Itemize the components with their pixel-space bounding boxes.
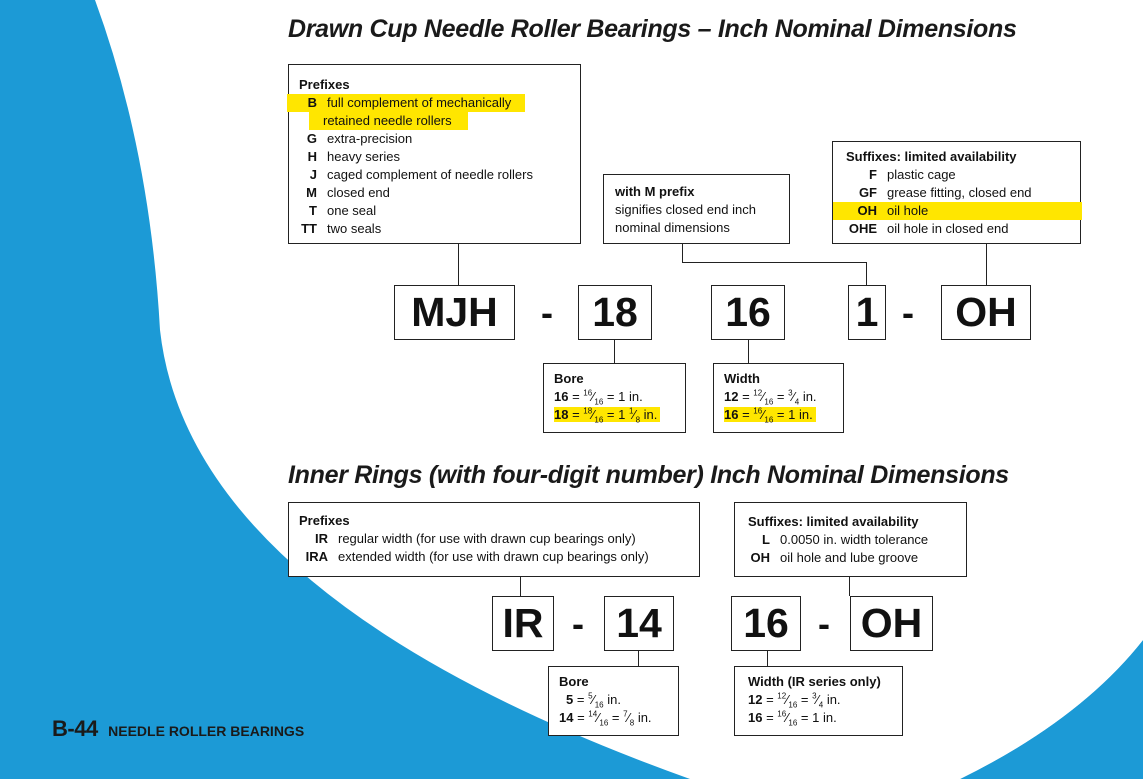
inner-part-segment-bore: 14: [604, 596, 674, 651]
frac-den: 16: [764, 397, 774, 407]
suffix-code: OH: [750, 550, 770, 565]
frac-den: 16: [594, 397, 604, 407]
prefix-code: B: [307, 95, 317, 110]
bore-title: Bore: [554, 371, 584, 386]
frac-num: 3: [788, 388, 793, 398]
prefix-desc: full complement of mechanically: [327, 95, 512, 110]
bore-row: $5 = ^5⁄_{16}$ in.: [566, 691, 621, 710]
bore-code: 14: [559, 710, 574, 725]
prefix-row-t: [299, 202, 580, 220]
frac-den: 16: [594, 415, 604, 425]
highlight-mark: [287, 94, 525, 112]
suffix-code: OH: [857, 203, 877, 218]
width-unit: in.: [826, 692, 841, 707]
width-code: 16: [724, 407, 739, 422]
suffix-code: F: [869, 167, 877, 182]
inner-prefix-row-ira: [299, 548, 699, 566]
connector-line: [682, 243, 683, 263]
part-dash: -: [572, 603, 584, 644]
suffix-row-oh: [833, 202, 1082, 220]
connector-line: [638, 650, 639, 666]
width-value: 1 in.: [812, 710, 837, 725]
prefix-desc: two seals: [327, 221, 382, 236]
inner-prefixes-title: Prefixes: [299, 513, 350, 528]
connector-line: [767, 650, 768, 666]
bore-value: 1 in.: [618, 389, 643, 404]
connector-line: [682, 262, 867, 263]
connector-line: [986, 243, 987, 285]
frac-num: 14: [588, 709, 598, 719]
connector-line: [866, 262, 867, 285]
suffix-desc: 0.0050 in. width tolerance: [780, 532, 929, 547]
suffixes-title: Suffixes: limited availability: [846, 149, 1017, 164]
prefix-code: TT: [301, 221, 317, 236]
width-code: 12: [724, 389, 739, 404]
prefix-desc: retained needle rollers: [323, 113, 452, 128]
prefix-desc: closed end: [327, 185, 390, 200]
prefix-code: IR: [315, 531, 328, 546]
frac-num: 16: [583, 388, 593, 398]
m-prefix-text: signifies closed end inch: [615, 202, 756, 217]
prefix-code: M: [306, 185, 317, 200]
m-prefix-box: [603, 174, 790, 244]
prefix-desc: caged complement of needle rollers: [327, 167, 533, 182]
bore-code: 18: [554, 407, 569, 422]
frac-num: 12: [753, 388, 763, 398]
prefixes-title: Prefixes: [299, 77, 350, 92]
part-dash: -: [818, 603, 830, 644]
part-dash: -: [902, 292, 914, 333]
prefix-row-g: [299, 130, 580, 148]
connector-line: [520, 576, 521, 596]
section1-title: Drawn Cup Needle Roller Bearings – Inch Nominal Dimensions: [288, 15, 1017, 43]
connector-line: [458, 243, 459, 285]
prefix-row-b-cont: [299, 112, 580, 130]
frac-den: 4: [794, 397, 800, 407]
inner-prefixes-box: [288, 502, 700, 577]
section2-title: Inner Rings (with four-digit number) Inch Nominal Dimensions: [288, 461, 1009, 489]
width-code: 12: [748, 692, 763, 707]
inner-suffixes-box: [734, 502, 967, 577]
suffix-code: GF: [858, 185, 877, 200]
m-prefix-title: with M prefix: [615, 184, 695, 199]
inner-width-title: Width (IR series only): [748, 674, 881, 689]
inner-width-box: [734, 666, 903, 736]
inner-suffixes-title: Suffixes: limited availability: [748, 514, 919, 529]
frac-num: 3: [812, 691, 817, 701]
bore-code: 5: [566, 692, 574, 707]
frac-den: 16: [599, 718, 609, 728]
width-row: [724, 406, 843, 424]
width-value: 1 in.: [788, 407, 813, 422]
highlight-mark: $16 = ^{16}⁄_{16} = 1$ in.: [724, 407, 816, 422]
width-unit: in.: [802, 389, 817, 404]
frac-den: 16: [788, 700, 798, 710]
suffixes-box: [832, 141, 1081, 244]
width-row: $12 = ^{12}⁄_{16}$ = $^3⁄_4$ in.: [724, 388, 817, 407]
suffix-row-gf: [833, 184, 1080, 202]
prefix-code: J: [309, 167, 317, 182]
prefixes-box: [288, 64, 581, 244]
prefix-row-m: [299, 184, 580, 202]
width-title: Width: [724, 371, 760, 386]
frac-den: 16: [594, 700, 604, 710]
inner-bore-box: [548, 666, 679, 736]
suffix-code: OHE: [848, 221, 877, 236]
connector-line: [748, 339, 749, 363]
connector-line: [614, 339, 615, 363]
bore-code: 16: [554, 389, 569, 404]
prefix-desc: heavy series: [327, 149, 400, 164]
width-row: $16 = ^{16}⁄_{16} = 1$ in.: [748, 709, 837, 728]
inner-suffix-row-oh: [748, 549, 966, 567]
inner-part-segment-prefix: IR: [492, 596, 554, 651]
page-section-label: NEEDLE ROLLER BEARINGS: [108, 723, 305, 739]
prefix-code: H: [307, 149, 317, 164]
suffix-desc: oil hole in closed end: [887, 221, 1009, 236]
page-footer: [52, 716, 304, 742]
prefix-row-h: [299, 148, 580, 166]
bore-value: 1: [618, 407, 626, 422]
bore-row: [554, 406, 685, 424]
suffix-desc: grease fitting, closed end: [887, 185, 1032, 200]
frac-num: 16: [753, 406, 763, 416]
suffix-desc: oil hole and lube groove: [780, 550, 919, 565]
prefix-code: T: [309, 203, 317, 218]
width-row: $12 = ^{12}⁄_{16}$ = $^3⁄_4$ in.: [748, 691, 841, 710]
frac-num: 7: [623, 709, 628, 719]
frac-den: 8: [629, 718, 635, 728]
frac-num: 5: [588, 691, 593, 701]
prefix-code: G: [306, 131, 317, 146]
prefix-row-tt: [299, 220, 580, 238]
inner-part-segment-suffix: OH: [850, 596, 933, 651]
bore-row: $14 = ^{14}⁄_{16}$ = $^7⁄_8$ in.: [559, 709, 652, 728]
prefix-desc: regular width (for use with drawn cup bearings only): [338, 531, 636, 546]
inner-suffix-row-l: [748, 531, 966, 549]
frac-num: 16: [777, 709, 787, 719]
highlight-mark: $18 = ^{18}⁄_{16} = 1$ $^1⁄_8$ in.: [554, 407, 660, 422]
frac-num: 12: [777, 691, 787, 701]
part-segment-prefix: MJH: [394, 285, 515, 340]
bore-row: $16 = ^{16}⁄_{16} = 1$ in.: [554, 388, 643, 407]
prefix-desc: extra-precision: [327, 131, 413, 146]
frac-den: 16: [788, 718, 798, 728]
prefix-desc: extended width (for use with drawn cup bearings only): [338, 549, 649, 564]
frac-den: 16: [764, 415, 774, 425]
inner-prefix-row-ir: [299, 530, 699, 548]
width-box: [713, 363, 844, 433]
prefix-desc: one seal: [327, 203, 377, 218]
inner-part-segment-width: 16: [731, 596, 801, 651]
connector-line: [849, 576, 850, 596]
suffix-desc: plastic cage: [887, 167, 956, 182]
frac-num: 18: [583, 406, 593, 416]
prefix-row-j: [299, 166, 580, 184]
bore-box: [543, 363, 686, 433]
bore-unit: in.: [607, 692, 621, 707]
part-segment-bore: 18: [578, 285, 652, 340]
inner-bore-title: Bore: [559, 674, 589, 689]
prefix-code: IRA: [305, 549, 328, 564]
part-segment-suffix: OH: [941, 285, 1031, 340]
frac-num: 1: [628, 406, 634, 416]
part-segment-width: 16: [711, 285, 785, 340]
prefix-row-b: [299, 94, 580, 112]
bore-unit: in.: [637, 710, 652, 725]
frac-den: 8: [635, 415, 641, 425]
page-number: B-44: [52, 716, 98, 741]
suffix-row-f: [833, 166, 1080, 184]
part-dash: -: [541, 292, 553, 333]
bore-unit: in.: [643, 407, 658, 422]
width-code: 16: [748, 710, 763, 725]
highlight-mark: [309, 112, 468, 130]
m-prefix-text: nominal dimensions: [615, 220, 730, 235]
part-segment-digit: 1: [848, 285, 886, 340]
frac-den: 4: [818, 700, 824, 710]
suffix-desc: oil hole: [887, 203, 929, 218]
suffix-row-ohe: [833, 220, 1080, 238]
suffix-code: L: [762, 532, 770, 547]
